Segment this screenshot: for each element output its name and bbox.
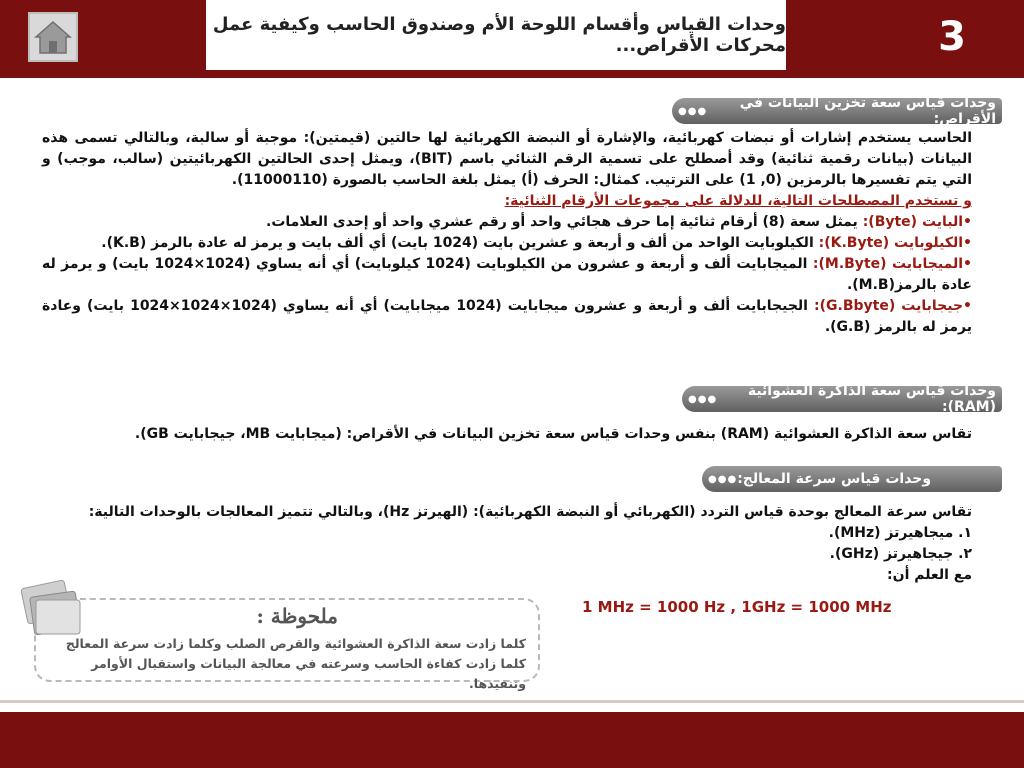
storage-section-header xyxy=(672,95,1002,127)
note-title: ملحوظة : xyxy=(256,604,338,628)
storage-paragraph: الحاسب يستخدم إشارات أو نبضات كهربائية، والإشارة أو النبضة الكهربائية لها حالتين (قيمتين): موجبة أو سالبة، وبالتالي تسمى هذه البيانات (بيانات رقمية ثنائية) وقد أصطلح على تسمية الرقم الثنائي باسم (BIT)، ويمثل إحدى الحالتين الكهربائيتين (سالب، موجب) و التي يتم تفسيرها بالرمزين (0, 1) على الترتيب. كمثال: الحرف (أ) يمثل بلغة الحاسب بالصورة (11000110). xyxy=(42,130,972,188)
note-box xyxy=(34,598,540,691)
dots-icon: ●●● xyxy=(708,473,738,485)
home-icon xyxy=(34,19,72,55)
gb-label: •جيجابايت (G.Bbyte): xyxy=(814,298,972,314)
ram-paragraph: تقاس سعة الذاكرة العشوائية (RAM) بنفس وحدات قياس سعة تخزين البيانات في الأقراص: (ميجابايت MB، جيجابايت GB). xyxy=(134,426,972,442)
slide-title-box xyxy=(206,0,786,70)
byte-label: •البايت (Byte): xyxy=(862,214,972,230)
cpu-item-ghz: ٢. جيجاهيرتز (GHz). xyxy=(829,546,972,562)
folder-icon xyxy=(18,578,84,640)
cpu-content xyxy=(42,502,972,586)
kb-label: •الكيلوبايت (K.Byte): xyxy=(818,235,972,251)
note-text: كلما زادت سعة الذاكرة العشوائية والقرص الصلب وكلما زادت سرعة المعالج كلما زادت كفاءة الحاسب وسرعته في معالجة البيانات واستقبال الأوامر وتنفيذها. xyxy=(65,636,526,691)
byte-text: يمثل سعة (8) أرقام ثنائية إما حرف هجائي واحد أو رقم عشري واحد أو إحدى العلامات. xyxy=(266,214,863,230)
storage-content xyxy=(42,128,972,338)
ram-section-title: وحدات قياس سعة الذاكرة العشوائية (RAM): xyxy=(747,383,996,415)
dots-icon: ●●● xyxy=(688,393,718,405)
gb-text: الجيجابايت ألف و أربعة و عشرون ميجابايت (1024 ميجابايت) أي أنه يساوي (1024×1024×1024 بايت) وعادة يرمز له بالرمز (G.B). xyxy=(42,298,972,335)
dots-icon: ●●● xyxy=(678,105,708,117)
kb-item xyxy=(42,233,972,254)
mb-text: الميجابايت ألف و أربعة و عشرون من الكيلوبايت (1024 كيلوبايت) أي أنه يساوي (1024×1024 بايت) و يرمز له عادة بالرمز(M.B). xyxy=(42,256,972,293)
storage-section-title: وحدات قياس سعة تخزين البيانات في الأقراص: xyxy=(739,95,996,127)
cpu-section-title: وحدات قياس سرعة المعالج: xyxy=(737,471,932,487)
slide-number: 3 xyxy=(938,14,966,60)
bottom-divider xyxy=(0,700,1024,703)
cpu-item-mhz: ١. ميجاهيرتز (MHz). xyxy=(828,525,972,541)
terms-intro: و تستخدم المصطلحات التالية، للدلالة على مجموعات الأرقام الثنائية: xyxy=(504,193,972,209)
cpu-section-header xyxy=(702,466,1002,492)
cpu-paragraph: تقاس سرعة المعالج بوحدة قياس التردد (الكهربائي أو النبضة الكهربائية): (الهيرتز Hz)، وبالتالي تتميز المعالجات بالوحدات التالية: xyxy=(88,504,972,520)
ram-section-header xyxy=(682,383,1002,415)
cpu-note: مع العلم أن: xyxy=(887,567,972,583)
byte-item xyxy=(42,212,972,233)
gb-item xyxy=(42,296,972,338)
mb-item xyxy=(42,254,972,296)
slide-title: وحدات القياس وأقسام اللوحة الأم وصندوق الحاسب وكيفية عمل محركات الأقراص... xyxy=(212,14,786,56)
kb-text: الكيلوبايت الواحد من ألف و أربعة و عشرين بايت (1024 بايت) أي ألف بايت و يرمز له عادة بالرمز (K.B). xyxy=(101,235,819,251)
home-button[interactable] xyxy=(28,12,78,62)
ram-content xyxy=(42,424,972,445)
mb-label: •الميجابايت (M.Byte): xyxy=(812,256,972,272)
frequency-formula: 1 MHz = 1000 Hz , 1GHz = 1000 MHz xyxy=(582,598,892,616)
bottom-bar xyxy=(0,712,1024,768)
